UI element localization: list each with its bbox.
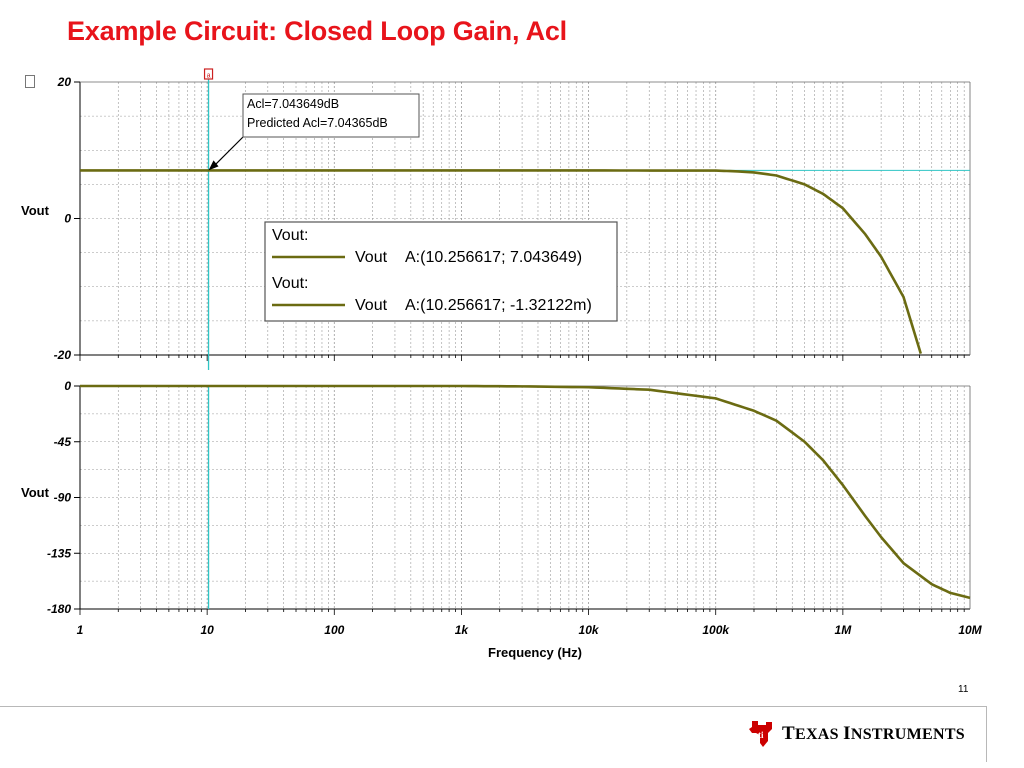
page-number: 11 [958, 684, 969, 695]
cursor-handle-label: a [206, 72, 211, 80]
svg-text:ti: ti [758, 730, 764, 740]
legend-name-1: Vout [355, 249, 388, 266]
top-ylabel: Vout [21, 203, 49, 218]
legend [265, 222, 617, 321]
x-tick-label: 100k [702, 623, 730, 637]
legend-group-2: Vout: [272, 275, 309, 292]
bottom-ylabel: Vout [21, 485, 49, 500]
y-tick-label: -20 [53, 348, 71, 362]
legend-value-2: A:(10.256617; -1.32122m) [405, 297, 592, 314]
y-tick-label: -180 [46, 602, 71, 616]
x-tick-label: 1k [454, 623, 469, 637]
y-tick-label: 20 [57, 75, 71, 89]
annotation-arrowhead [209, 160, 219, 170]
annotation-acl: Acl=7.043649dB [247, 97, 340, 111]
y-tick-label: 0 [64, 379, 71, 393]
y-tick-label: -135 [46, 546, 71, 561]
y-tick-label: -45 [53, 434, 71, 449]
y-tick-label: -90 [53, 490, 71, 505]
x-tick-label: 100 [324, 623, 345, 637]
legend-name-2: Vout [355, 297, 388, 314]
x-tick-label: 1 [76, 623, 84, 637]
x-tick-label: 10M [958, 623, 982, 637]
annotations [209, 137, 243, 170]
slide-title: Example Circuit: Closed Loop Gain, Acl [67, 16, 567, 46]
annotation-arrow-line [215, 137, 243, 165]
x-axis-label: Frequency (Hz) [488, 645, 582, 660]
ti-logo [746, 718, 965, 750]
x-tick-label: 10k [578, 623, 599, 637]
x-tick-label: 1M [834, 623, 852, 637]
annotation-box [243, 94, 419, 137]
x-tick-label: 10 [200, 623, 214, 637]
legend-group-1: Vout: [272, 227, 309, 244]
ti-wordmark: TEXAS INSTRUMENTS [782, 723, 966, 744]
annotation-predicted: Predicted Acl=7.04365dB [247, 116, 388, 130]
series-line-vout-1 [80, 386, 970, 598]
y-tick-label: 0 [64, 211, 71, 226]
ti-state-logo-icon [746, 719, 776, 749]
legend-value-1: A:(10.256617; 7.043649) [405, 249, 583, 266]
